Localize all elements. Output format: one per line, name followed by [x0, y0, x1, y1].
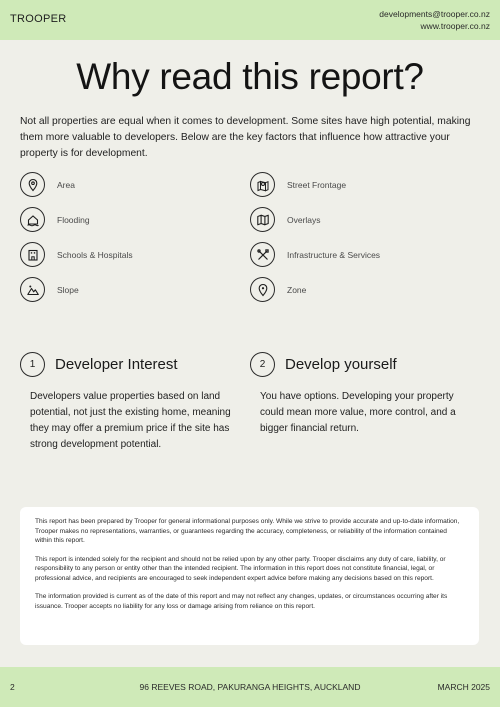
map-pin-icon: [250, 172, 275, 197]
factor-label: Area: [57, 179, 75, 190]
factor-label: Street Frontage: [287, 179, 347, 190]
section-heading: [20, 352, 250, 377]
factor-overlays: [250, 207, 480, 232]
factor-zone: [250, 277, 480, 302]
page-footer: [0, 667, 500, 707]
map-icon: [250, 207, 275, 232]
section-title: Developer Interest: [55, 356, 178, 373]
factor-label: Zone: [287, 284, 307, 295]
contact-website[interactable]: www.trooper.co.nz: [420, 21, 490, 31]
property-address: 96 REEVES ROAD, PAKURANGA HEIGHTS, AUCKLAND: [139, 682, 361, 692]
intro-paragraph: Not all properties are equal when it comes to development. Some sites have high potential, making them more valuable to developers. Below are the key factors that influence how attractive your property is for development.: [20, 116, 471, 159]
disclaimer-paragraph: The information provided is current as of the date of this report and may not reflect any changes, updates, or circumstances occurring after its issuance. Trooper accepts no liability for any loss or damage arising from reliance on this report.: [35, 593, 448, 610]
section-heading: [250, 352, 480, 377]
factor-infrastructure: [250, 242, 480, 267]
factor-street-frontage: [250, 172, 480, 197]
section-body: You have options. Developing your property could mean more value, more control, and a bigger financial return.: [260, 391, 456, 434]
location-pin-icon: [20, 172, 45, 197]
factor-label: Overlays: [287, 214, 321, 225]
factors-grid: [20, 172, 480, 302]
factor-label: Schools & Hospitals: [57, 249, 133, 260]
factor-area: [20, 172, 250, 197]
page-title: Why read this report?: [76, 56, 424, 97]
disclaimer-paragraph: This report is intended solely for the recipient and should not be relied upon by any other party. Trooper disclaims any duty of care, liability, or responsibility to any person or entity other than the intended recipient. The information in this report does not constitute financial, legal, or professional advice, and recipients are encouraged to seek independent expert advice before making any decisions based on this report.: [35, 555, 446, 582]
factor-label: Slope: [57, 284, 79, 295]
disclaimer-box: [20, 507, 479, 645]
page-header: [0, 0, 500, 40]
contact-info: [379, 8, 490, 32]
developer-interest-section: [20, 352, 250, 453]
section-title: Develop yourself: [285, 356, 397, 373]
factor-slope: [20, 277, 250, 302]
disclaimer-paragraph: This report has been prepared by Trooper for general informational purposes only. While we strive to provide accurate and up-to-date information, Trooper makes no representations, warranties, or guarantees regarding the accuracy, completeness, or reliability of the information contained within this report.: [35, 518, 460, 544]
tools-icon: [250, 242, 275, 267]
building-icon: [20, 242, 45, 267]
flood-house-icon: [20, 207, 45, 232]
brand-name: TROOPER: [10, 13, 67, 25]
section-number: 1: [20, 352, 45, 377]
report-date: MARCH 2025: [437, 682, 490, 692]
section-number: 2: [250, 352, 275, 377]
contact-email[interactable]: developments@trooper.co.nz: [379, 9, 490, 19]
section-body: Developers value properties based on land potential, not just the existing home, meaning they may offer a premium price if the site has strong development potential.: [30, 391, 231, 450]
factor-label: Infrastructure & Services: [287, 249, 381, 260]
zone-pin-icon: [250, 277, 275, 302]
factor-label: Flooding: [57, 214, 90, 225]
mountain-icon: [20, 277, 45, 302]
page-number: 2: [10, 682, 15, 692]
factor-schools-hospitals: [20, 242, 250, 267]
factor-flooding: [20, 207, 250, 232]
develop-yourself-section: [250, 352, 480, 437]
